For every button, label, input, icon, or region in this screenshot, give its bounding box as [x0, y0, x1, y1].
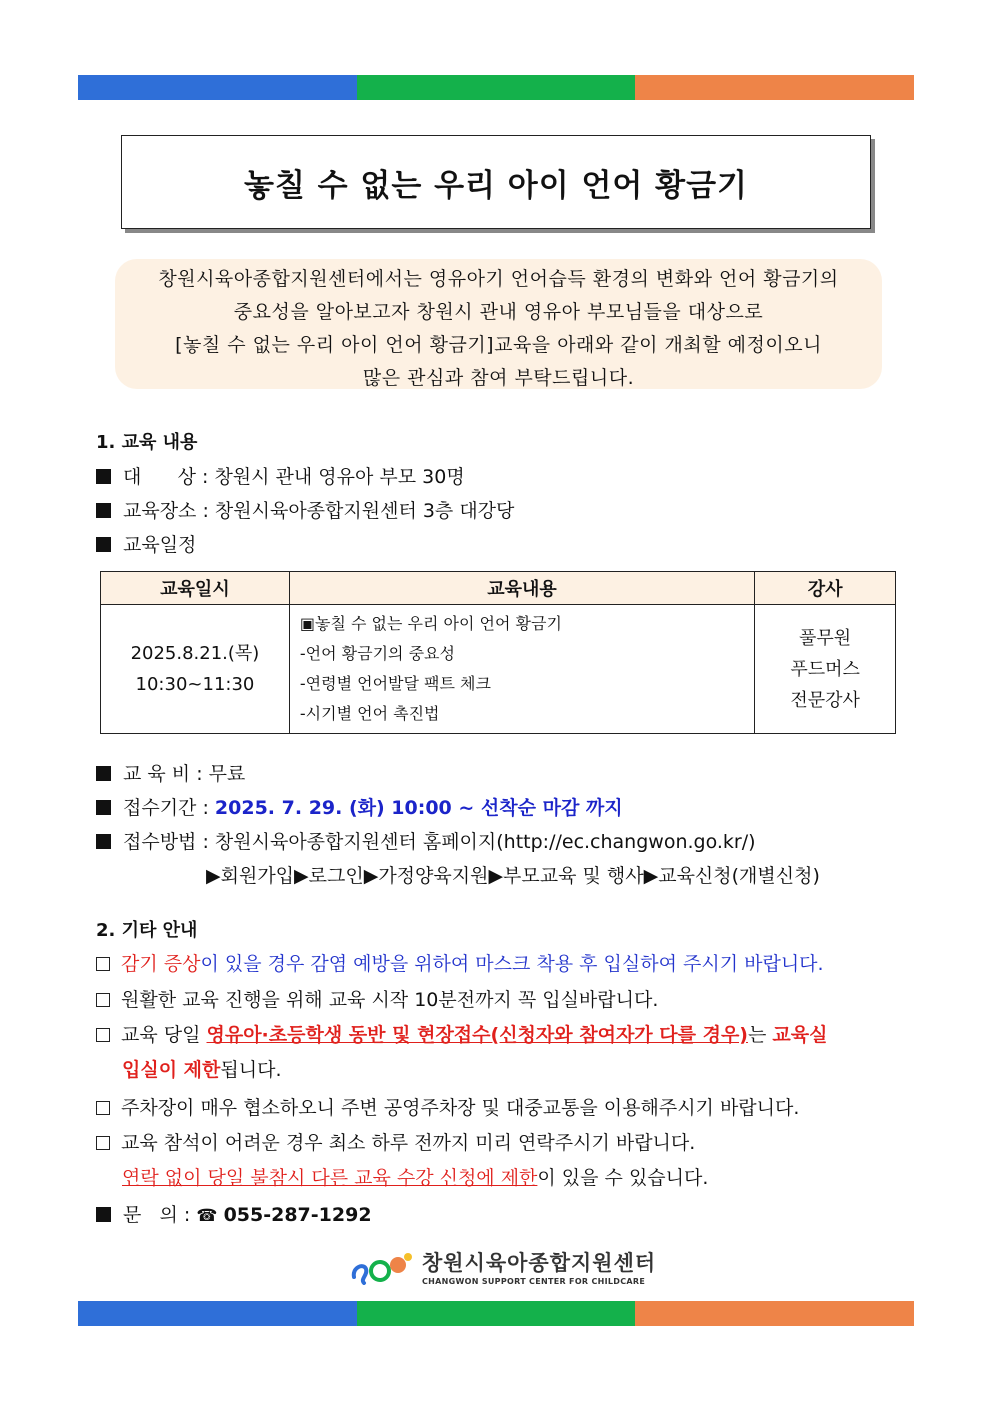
notice-red: 입실이 제한 — [122, 1059, 221, 1081]
content-line: -언어 황금기의 중요성 — [299, 644, 455, 663]
place-value: : 창원시육아종합지원센터 3층 대강당 — [202, 500, 515, 522]
lecturer-line: 푸드머스 — [790, 658, 860, 680]
logo-mark-icon — [350, 1249, 414, 1285]
square-bullet-icon — [96, 503, 111, 518]
notice-item-cont — [122, 1163, 708, 1190]
notice-text: 는 — [747, 1024, 773, 1046]
period-value: 2025. 7. 29. (화) 10:00 ~ 선착순 마감 까지 — [214, 797, 623, 819]
telephone-icon: ☎ — [196, 1206, 218, 1226]
notice-text: 이 있을 경우 감염 예방을 위하여 마스크 착용 후 입실하여 주시기 바랍니다. — [200, 953, 824, 975]
content-line: -연령별 언어발달 팩트 체크 — [299, 674, 491, 693]
title-box — [121, 135, 871, 229]
date-cell — [101, 605, 290, 734]
place-label: 교육장소 — [123, 500, 197, 522]
intro-box — [115, 259, 882, 389]
time-text: 10:30~11:30 — [135, 674, 255, 695]
logo-name-ko: 창원시육아종합지원센터 — [422, 1251, 657, 1275]
top-color-bar — [78, 75, 914, 100]
contact-phone: 055-287-1292 — [223, 1204, 372, 1226]
contact-label: 문 의 : — [123, 1204, 191, 1226]
square-bullet-icon — [96, 834, 111, 849]
notice-item-cont — [122, 1055, 282, 1082]
intro-line: 중요성을 알아보고자 창원시 관내 영유아 부모님들을 대상으로 — [233, 301, 764, 323]
lecturer-line: 전문강사 — [790, 689, 860, 711]
table-row — [101, 605, 896, 734]
logo-name-en: CHANGWON SUPPORT CENTER FOR CHILDCARE — [422, 1277, 646, 1286]
schedule-line — [96, 530, 196, 557]
center-logo — [350, 1247, 656, 1286]
notice-item — [96, 949, 824, 976]
fee-value: : 무료 — [196, 763, 246, 785]
checkbox-icon — [96, 957, 110, 971]
square-bullet-icon — [96, 800, 111, 815]
date-text: 2025.8.21.(목) — [130, 643, 260, 664]
checkbox-icon — [96, 1028, 110, 1042]
method-line — [96, 827, 756, 854]
notice-text: 교육 참석이 어려운 경우 최소 하루 전까지 미리 연락주시기 바랍니다. — [121, 1132, 696, 1154]
page-title: 놓칠 수 없는 우리 아이 언어 황금기 — [244, 167, 748, 204]
notice-red: 연락 없이 당일 불참시 다른 교육 수강 신청에 제한 — [122, 1167, 538, 1189]
period-sep: : — [202, 797, 209, 819]
square-bullet-icon — [96, 766, 111, 781]
notice-red: 감기 증상 — [121, 953, 201, 975]
schedule-table — [100, 571, 896, 734]
lecturer-line: 풀무원 — [799, 627, 852, 649]
method-label: 접수방법 — [123, 831, 197, 853]
schedule-label: 교육일정 — [123, 534, 197, 556]
contact-line — [96, 1200, 372, 1227]
checkbox-icon — [96, 993, 110, 1007]
intro-line: 창원시육아종합지원센터에서는 영유아기 언어습득 환경의 변화와 언어 황금기의 — [158, 268, 839, 290]
fee-line — [96, 759, 245, 786]
checkbox-icon — [96, 1136, 110, 1150]
content-line: ▣놓칠 수 없는 우리 아이 언어 황금기 — [299, 614, 562, 633]
notice-red: 영유아·초등학생 동반 및 현장접수(신청자와 참여자가 다를 경우) — [206, 1024, 748, 1046]
fee-label: 교 육 비 — [123, 763, 191, 785]
lecturer-cell — [755, 605, 896, 734]
notice-text: 교육 당일 — [121, 1024, 207, 1046]
intro-line: [놓칠 수 없는 우리 아이 언어 황금기]교육을 아래와 같이 개최할 예정이오니 — [175, 334, 822, 356]
notice-red: 교육실 — [772, 1024, 828, 1046]
notice-text: 원활한 교육 진행을 위해 교육 시작 10분전까지 꼭 입실바랍니다. — [121, 989, 659, 1011]
place-line — [96, 496, 514, 523]
period-label: 접수기간 — [123, 797, 197, 819]
bottom-color-bar — [78, 1301, 914, 1326]
notice-item — [96, 1020, 827, 1047]
section1-title: 1. 교육 내용 — [96, 432, 198, 453]
notice-item — [96, 1128, 695, 1155]
notice-text: 주차장이 매우 협소하오니 주변 공영주차장 및 대중교통을 이용해주시기 바랍니다. — [121, 1097, 800, 1119]
period-line — [96, 793, 623, 820]
method-steps: ▶회원가입▶로그인▶가정양육지원▶부모교육 및 행사▶교육신청(개별신청) — [206, 865, 820, 887]
square-bullet-icon — [96, 469, 111, 484]
checkbox-icon — [96, 1101, 110, 1115]
header-content: 교육내용 — [289, 572, 754, 605]
intro-line: 많은 관심과 참여 부탁드립니다. — [362, 367, 635, 389]
notice-text: 됩니다. — [220, 1059, 282, 1081]
header-lecturer: 강사 — [755, 572, 896, 605]
square-bullet-icon — [96, 537, 111, 552]
table-header-row — [101, 572, 896, 605]
notice-item — [96, 1093, 799, 1120]
target-value: : 창원시 관내 영유아 부모 30명 — [202, 466, 465, 488]
section2-title: 2. 기타 안내 — [96, 920, 198, 941]
method-value: : 창원시육아종합지원센터 홈페이지(http://ec.changwon.go.kr/) — [202, 831, 756, 853]
header-date: 교육일시 — [101, 572, 290, 605]
content-line: -시기별 언어 촉진법 — [299, 704, 440, 723]
notice-item — [96, 985, 658, 1012]
content-cell — [289, 605, 754, 734]
square-bullet-icon — [96, 1207, 111, 1222]
target-label: 대 상 — [123, 466, 196, 488]
notice-text: 이 있을 수 있습니다. — [537, 1167, 709, 1189]
target-line — [96, 462, 465, 489]
